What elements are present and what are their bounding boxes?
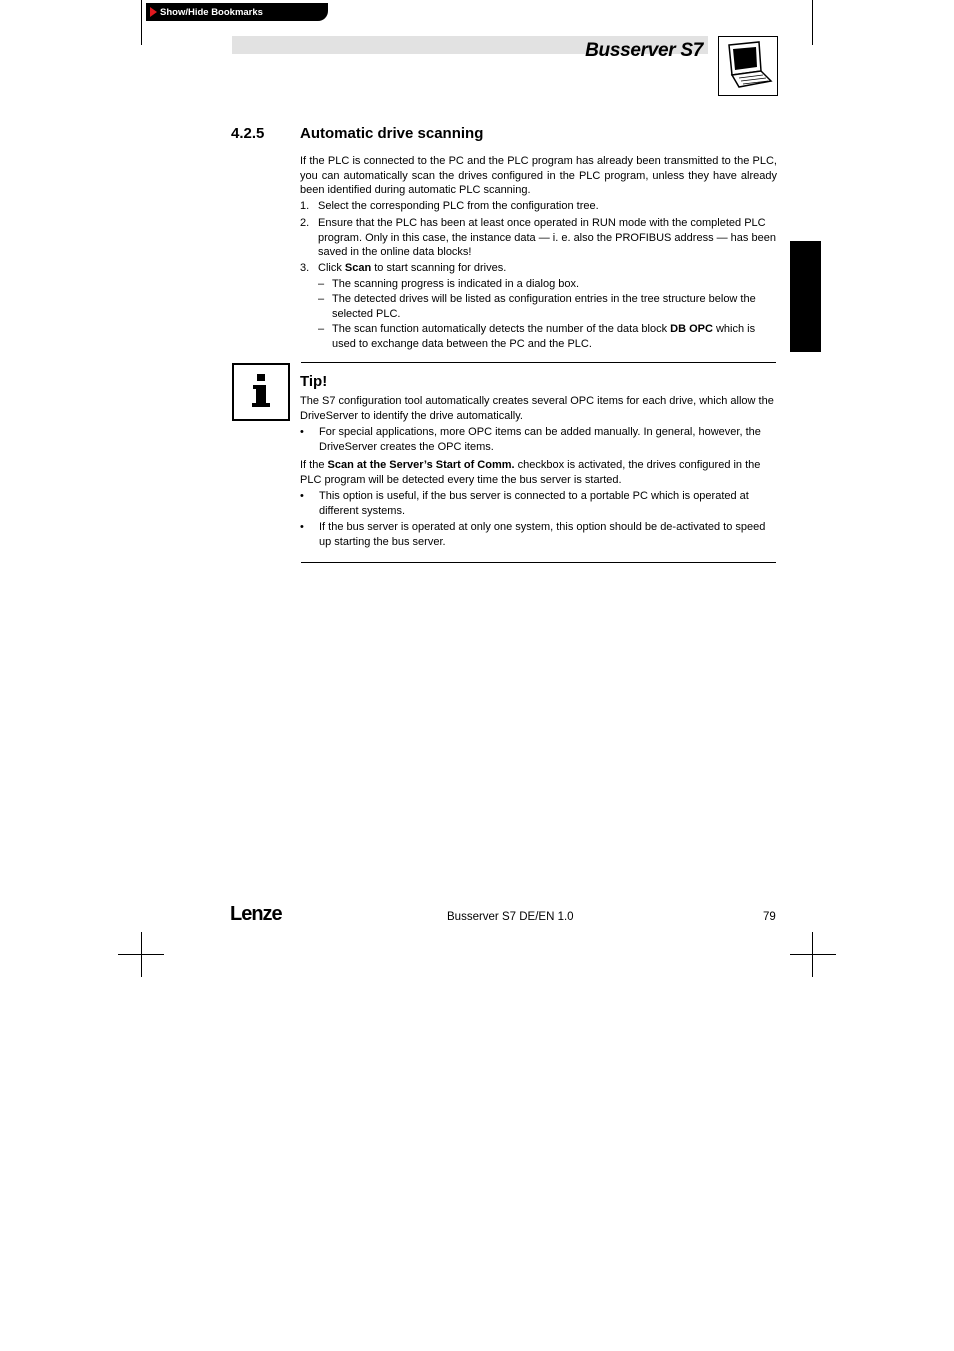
page-header-title: Busserver S7 [585, 40, 703, 61]
tip-title: Tip! [300, 373, 328, 390]
crop-mark [790, 954, 836, 955]
intro-paragraph: If the PLC is connected to the PC and the PLC program has already been transmitted to the PLC, you can automatically scan the drives configured in the PLC program, unless they have already been identified during automatic PLC scanning. [300, 155, 777, 196]
crop-mark [812, 0, 813, 45]
divider [301, 362, 776, 363]
section-title: Automatic drive scanning [300, 125, 484, 142]
lenze-logo: Lenze [230, 903, 282, 925]
bookmark-tab-label: Show/Hide Bookmarks [160, 6, 263, 18]
triangle-right-icon [150, 7, 157, 17]
section-number: 4.2.5 [231, 125, 265, 142]
laptop-icon [718, 36, 778, 96]
tip-paragraph: If the Scan at the Server’s Start of Comm. checkbox is activated, the drives configured in the PLC program will be detected every time the bus server is started. [300, 459, 761, 486]
page-number: 79 [763, 911, 776, 923]
show-hide-bookmarks-button[interactable] [146, 3, 328, 21]
tip-paragraph: The S7 configuration tool automatically creates several OPC items for each drive, which allow the DriveServer to identify the drive automatically. [300, 395, 774, 422]
chapter-tab [790, 241, 821, 352]
crop-mark [141, 0, 142, 45]
info-icon [232, 363, 290, 421]
footer-document-id: Busserver S7 DE/EN 1.0 [447, 911, 574, 923]
crop-mark [118, 954, 164, 955]
divider [301, 562, 776, 563]
